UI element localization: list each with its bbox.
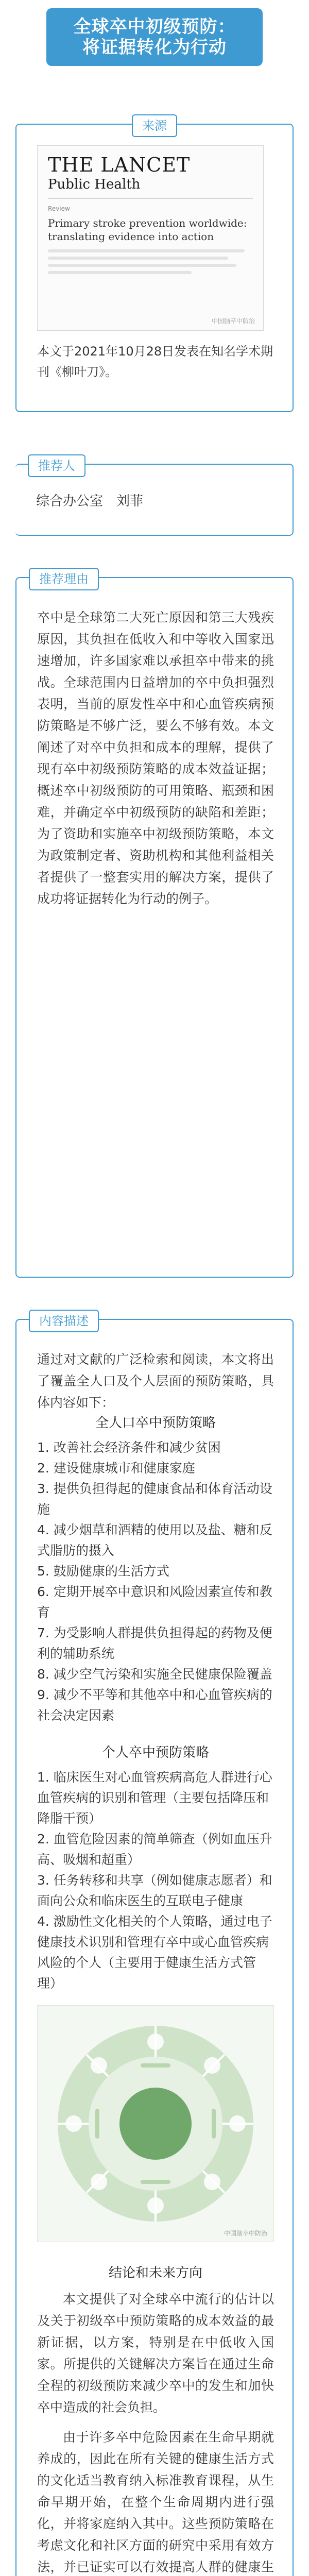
list-item: 8. 减少空气污染和实施全民健康保险覆盖 — [37, 1667, 272, 1682]
paper-title: Primary stroke prevention worldwide: translating evidence into action — [48, 217, 247, 243]
journal-cover-image — [37, 145, 264, 331]
divider — [48, 198, 253, 199]
prevention-diagram-svg — [38, 2006, 273, 2242]
conclusion-heading: 结论和未来方向 — [108, 2265, 202, 2281]
title-line-2: 将证据转化为行动 — [82, 37, 227, 58]
conclusion-paragraph: 本文提供了对全球卒中流行的估计以及关于初级卒中预防策略的成本效益的最新证据，以方案，特别是在中低收入国家。所提供的关键解决方案旨在通过生命全程的初级预防来减少卒中的发生和加快卒中造成的社会负担。 — [37, 2292, 274, 2415]
source-tag: 来源 — [132, 114, 177, 137]
conclusion-paragraphs — [37, 2289, 274, 2576]
list-item: 2. 建设健康城市和健康家庭 — [37, 1461, 195, 1476]
reason-paragraph: 卒中是全球第二大死亡原因和第三大残疾原因，其负担在低收入和中等收入国家迅速增加，许多国家难以承担卒中带来的挑战。全球范围内日益增加的卒中负担强烈表明，当前的原发性卒中和心血管疾病预防策略是不够广泛，要么不够有效。本文阐述了对卒中负担和成本的理解，提供了现有卒中初级预防策略的成本效益证据；概述卒中初级预防的可用策略、瓶颈和困难，并确定卒中初级预防的缺陷和差距；为了资助和实施卒中初级预防策略，本文为政策制定者、资助机构和其他利益相关者提供了一整套实用的解决方案，提供了成功将证据转化为行动的例子。 — [37, 610, 274, 906]
list-item: 2. 血管危险因素的简单筛查（例如血压升高、吸烟和超重） — [37, 1832, 272, 1867]
list-item: 3. 任务转移和共享（例如健康志愿者）和面向公众和临床医生的互联电子健康 — [37, 1873, 272, 1908]
list-item: 1. 临床医生对心血管疾病高危人群进行心血管疾病的识别和管理（主要包括降压和降脂干预） — [37, 1770, 272, 1826]
recommender-section — [15, 459, 294, 536]
content-tag: 内容描述 — [29, 1310, 99, 1332]
reason-section — [15, 572, 294, 1278]
inner-circle — [119, 2088, 192, 2160]
journal-brand: THE LANCET — [48, 154, 191, 176]
list-item: 6. 定期开展卒中意识和风险因素宣传和教育 — [37, 1584, 272, 1620]
journal-sub: Public Health — [48, 177, 141, 192]
list-item: 7. 为受影响人群提供负担得起的药物及便利的辅助系统 — [37, 1625, 272, 1661]
author-lines — [48, 249, 253, 274]
list-item: 4. 激励性文化相关的个人策略，通过电子健康技术识别和管理有卒中或心血管疾病风险的个人（主要用于健康生活方式管理） — [37, 1914, 272, 1991]
list-item: 5. 鼓励健康的生活方式 — [37, 1564, 169, 1579]
prevention-diagram — [37, 2005, 274, 2242]
list-item: 4. 减少烟草和酒精的使用以及盐、糖和反式脂肪的摄入 — [37, 1522, 272, 1558]
reason-tag: 推荐理由 — [29, 568, 99, 590]
individual-list — [37, 1767, 274, 1994]
recommender-tag: 推荐人 — [28, 454, 85, 477]
watermark: 中国脑卒中防治 — [211, 317, 255, 325]
diagram-watermark: 中国脑卒中防治 — [224, 2230, 267, 2237]
source-text: 本文于2021年10月28日发表在知名学术期刊《柳叶刀》。 — [37, 344, 273, 379]
list-item: 3. 提供负担得起的健康食品和体育活动设施 — [37, 1481, 272, 1517]
population-heading: 全人口卒中预防策略 — [95, 1415, 216, 1431]
title-line-1: 全球卒中初级预防： — [73, 16, 236, 37]
individual-heading: 个人卒中预防策略 — [101, 1745, 209, 1760]
title-banner — [46, 8, 263, 66]
paper-type: Review — [48, 205, 70, 212]
source-section — [15, 118, 294, 412]
population-list — [37, 1437, 274, 1726]
conclusion-paragraph: 由于许多卒中危险因素在生命早期就养成的，因此在所有关键的健康生活方式的文化适当教育纳入标准教育课程，从生命早期开始，在整个生命周期内进行强化，并将家庭纳入其中。这些预防策略在考虑文化和社区方面的研究中采用有效方法，并已证实可以有效提高人群的健康生 — [37, 2430, 274, 2574]
content-section — [15, 1314, 294, 2576]
content-intro: 通过对文献的广泛检索和阅读，本文将出了覆盖全人口及个人层面的预防策略，具体内容如下： — [37, 1352, 274, 1410]
list-item: 9. 减少不平等和其他卒中和心血管疾病的社会决定因素 — [37, 1687, 272, 1723]
list-item: 1. 改善社会经济条件和减少贫困 — [37, 1440, 221, 1455]
recommender-text: 综合办公室 刘菲 — [36, 494, 144, 509]
